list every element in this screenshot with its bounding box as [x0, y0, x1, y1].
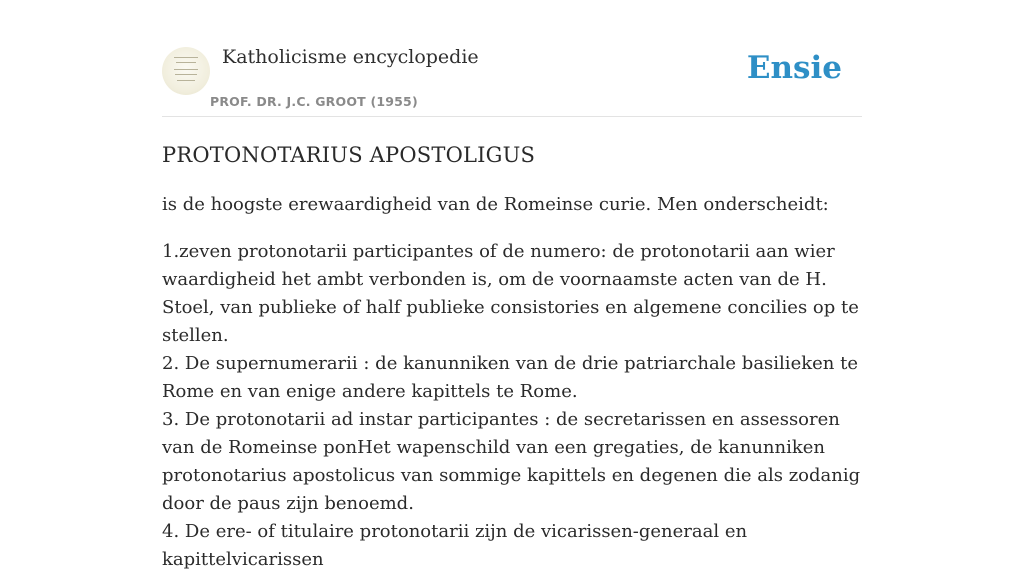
- article: [162, 140, 862, 574]
- book-author: PROF. DR. J.C. GROOT (1955): [210, 94, 418, 109]
- book-title[interactable]: Katholicisme encyclopedie: [222, 46, 479, 68]
- article-intro: is de hoogste erewaardigheid van de Romeinse curie. Men onderscheidt:: [162, 194, 829, 215]
- header: [162, 40, 862, 117]
- article-items: [162, 238, 862, 574]
- article-headword: PROTONOTARIUS APOSTOLIGUS: [162, 143, 536, 167]
- book-cover-avatar[interactable]: [162, 47, 210, 95]
- ensie-logo[interactable]: Ensie: [746, 50, 842, 86]
- article-item-3: 3. De protonotarii ad instar participantes : de secretarissen en assessoren van de Romeinse ponHet wapenschild van een gregaties, de kanunniken protonotarius apostolicus van sommige kapittels en degenen die als zodanig door de paus zijn benoemd.: [162, 409, 861, 514]
- article-item-2: 2. De supernumerarii : de kanunniken van de drie patriarchale basilieken te Rome en van enige andere kapittels te Rome.: [162, 353, 858, 402]
- article-item-1: 1.zeven protonotarii participantes of de numero: de protonotarii aan wier waardigheid het ambt verbonden is, om de voornaamste acten van de H. Stoel, van publieke of half publieke consistories en algemene concilies op te stellen.: [162, 241, 859, 346]
- article-item-4: 4. De ere- of titulaire protonotarii zijn de vicarissen-generaal en kapittelvicarissen: [162, 521, 748, 570]
